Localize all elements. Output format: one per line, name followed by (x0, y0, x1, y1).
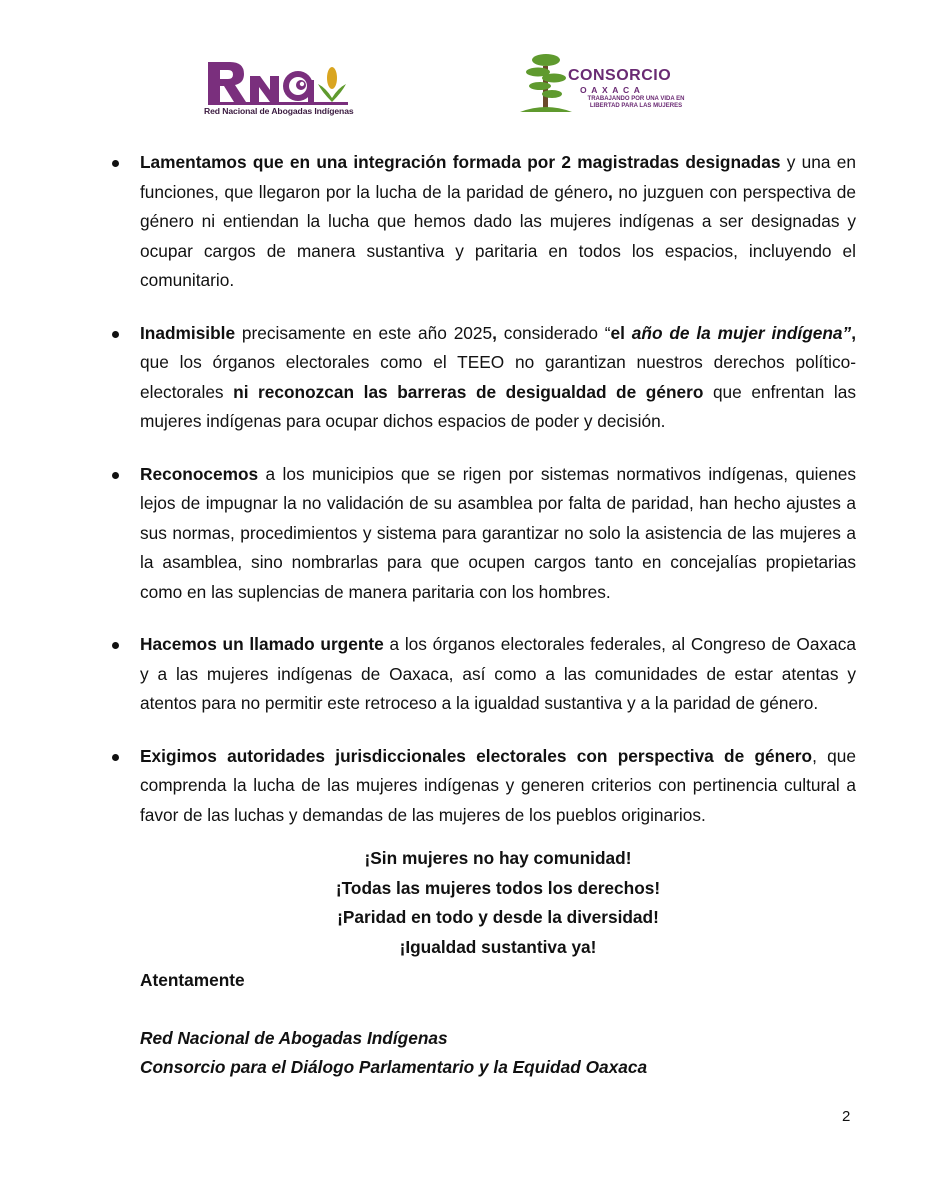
consorcio-sub: OAXACA (580, 85, 645, 95)
consorcio-slogan: TRABAJANDO POR UNA VIDA EN LIBERTAD PARA LAS MUJERES (587, 96, 685, 109)
signatories-block (140, 1024, 647, 1082)
consorcio-oaxaca-logo (516, 50, 698, 120)
emphasis-text: año de la mujer indígena” (631, 322, 852, 343)
bullet-item (108, 742, 856, 831)
slogan-line: ¡Todas las mujeres todos los derechos! (335, 877, 661, 898)
bullet-item (108, 148, 856, 296)
emphasis-text: , (608, 181, 613, 202)
page-number: 2 (842, 1108, 851, 1125)
rnai-logo (204, 58, 356, 120)
emphasis-text: el (610, 322, 632, 343)
bullet-text: Inadmisible precisamente en este año 2025, considerado “el año de la mujer indígena”, que los órganos electorales como el TEEO no garantizan nuestros derechos político-electorales ni reconozcan las barreras de desigualdad de género que enfrentan las mujeres indígenas para ocupar dichos espacios de poder y decisión. (140, 322, 857, 431)
bullet-text: Hacemos un llamado urgente a los órganos electorales federales, al Congreso de Oaxaca y a las mujeres indígenas de Oaxaca, así como a las comunidades de estar atentas y atentos para no permitir este retroceso a la igualdad sustantiva y a la paridad de género. (140, 634, 856, 713)
slogan-line: ¡Igualdad sustantiva ya! (399, 936, 597, 957)
rnai-logo-mark (204, 58, 356, 106)
emphasis-text: , (851, 322, 856, 343)
bullet-text: Reconocemos a los municipios que se rigen por sistemas normativos indígenas, quienes lejos de impugnar la no validación de su asamblea por falta de paridad, han hecho ajustes a sus normas, procedimientos y sistema para garantizar no solo la asistencia de las mujeres a la asamblea, sino nombrarlas para que ocupen cargos tanto en concejalías propietarias como en las suplencias de manera paritaria con los hombres. (140, 463, 856, 602)
bullet-dot-icon (112, 642, 119, 649)
closing-salutation: Atentamente (140, 970, 245, 990)
bullet-item (108, 460, 856, 608)
emphasis-text: , (492, 322, 497, 343)
bullet-dot-icon (112, 160, 119, 167)
bullet-dot-icon (112, 331, 119, 338)
slogans-block (140, 844, 856, 962)
emphasis-text: Lamentamos que en una integración formada por 2 magistradas designadas (140, 152, 781, 172)
slogan-line: ¡Sin mujeres no hay comunidad! (364, 848, 632, 868)
signatory: Consorcio para el Diálogo Parlamentario y la Equidad Oaxaca (140, 1057, 648, 1077)
bullet-text: Lamentamos que en una integración formada por 2 magistradas designadas y una en funciones, que llegaron por la lucha de la paridad de género, no juzguen con perspectiva de género ni entiendan la lucha que hemos dado las mujeres indígenas a ser designadas y ocupar cargos de manera sustantiva y paritaria en todos los espacios, incluyendo el comunitario. (140, 152, 856, 290)
signatory: Red Nacional de Abogadas Indígenas (140, 1028, 448, 1048)
consorcio-name: CONSORCIO (568, 67, 672, 84)
emphasis-text: Exigimos autoridades jurisdiccionales electorales con perspectiva de género (140, 745, 813, 766)
bullet-dot-icon (112, 472, 119, 479)
emphasis-text: ni reconozcan las barreras de desigualdad de género (233, 381, 704, 402)
bullet-list (108, 148, 856, 853)
bullet-item (108, 319, 856, 437)
slogan-line: ¡Paridad en todo y desde la diversidad! (337, 907, 659, 927)
rnai-logo-caption: Red Nacional de Abogadas Indígenas (204, 106, 354, 116)
bullet-text: Exigimos autoridades jurisdiccionales electorales con perspectiva de género, que comprenda la lucha de las mujeres indígenas y generen criterios con pertinencia cultural a favor de las luchas y demandas de las mujeres de los pueblos originarios. (140, 745, 856, 825)
emphasis-text: Reconocemos (140, 463, 259, 484)
emphasis-text: Hacemos un llamado urgente (140, 634, 384, 654)
bullet-item (108, 630, 856, 719)
bullet-dot-icon (112, 754, 119, 761)
emphasis-text: Inadmisible (140, 322, 236, 343)
tree-icon (516, 50, 576, 116)
